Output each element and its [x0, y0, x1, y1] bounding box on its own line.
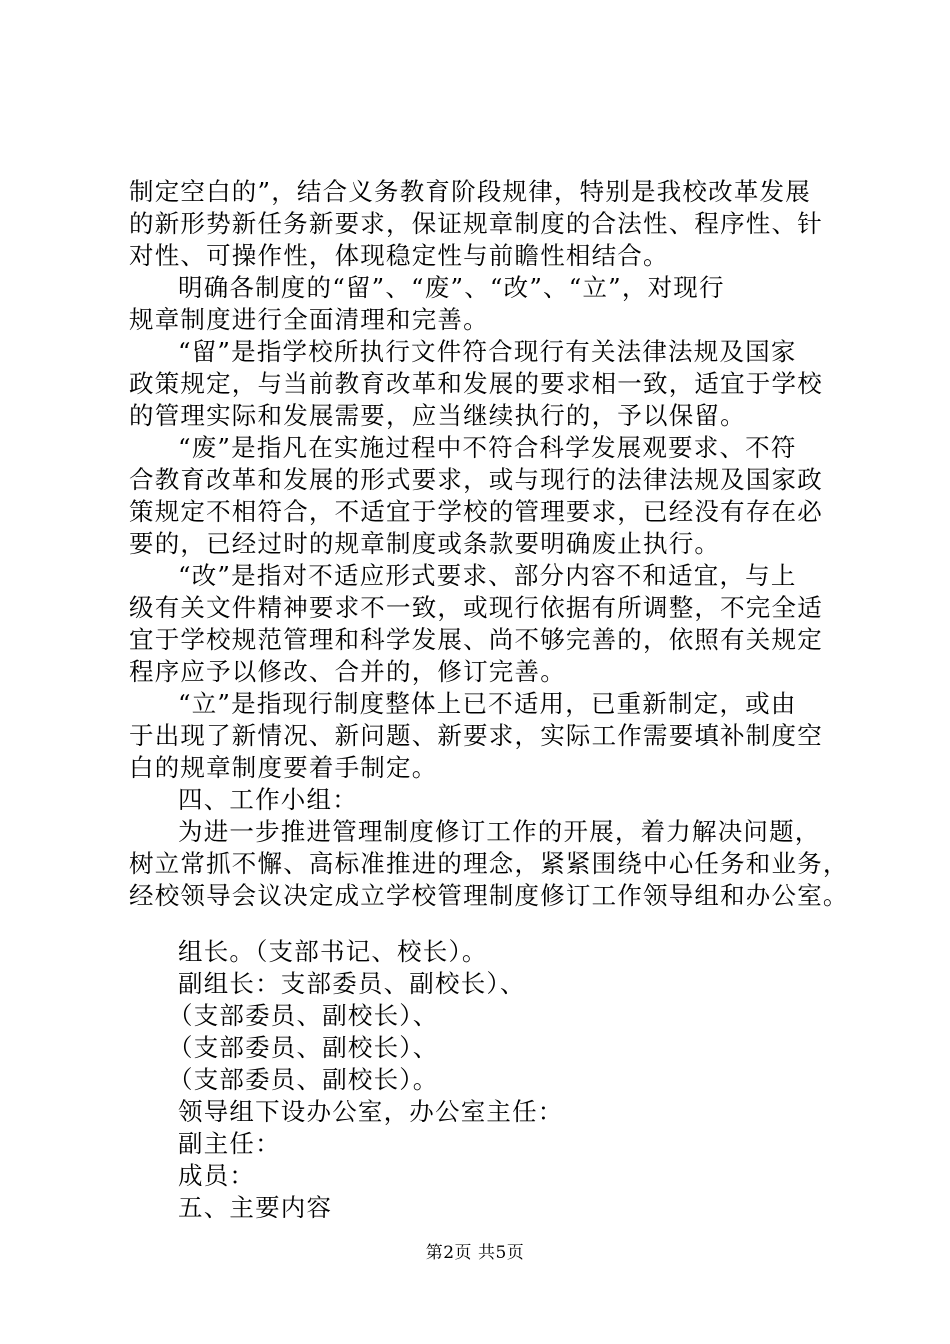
- section-heading: 五、主要内容: [178, 1193, 333, 1222]
- body-text-line: 的新形势新任务新要求，保证规章制度的合法性、程序性、针: [129, 209, 823, 238]
- body-text-line: 规章制度进行全面清理和完善。: [129, 305, 489, 334]
- body-text-line: 宜于学校规范管理和科学发展、尚不够完善的，依照有关规定: [129, 625, 823, 654]
- group-member-line: （支部委员、副校长）、: [168, 1001, 439, 1030]
- body-text-line: 经校领导会议决定成立学校管理制度修订工作领导组和办公室。: [129, 881, 849, 910]
- body-text-line: 于出现了新情况、新问题、新要求，实际工作需要填补制度空: [129, 721, 823, 750]
- body-text-line: 要的，已经过时的规章制度或条款要明确废止执行。: [129, 529, 721, 558]
- group-member-line: 组长。（支部书记、校长）。: [178, 937, 488, 966]
- group-member-line: （支部委员、副校长）、: [168, 1033, 439, 1062]
- group-member-line: 副组长：支部委员、副校长）、: [178, 969, 526, 998]
- body-text-line: 明确各制度的“留”、“废”、“改”、“立”，对现行: [178, 273, 725, 302]
- body-text-line: 合教育改革和发展的形式要求，或与现行的法律法规及国家政: [129, 465, 823, 494]
- page-number-footer: 第2页 共5页: [425, 1243, 525, 1263]
- body-text-line: 的管理实际和发展需要，应当继续执行的，予以保留。: [129, 401, 746, 430]
- body-text-line: “立”是指现行制度整体上已不适用，已重新制定，或由: [178, 689, 797, 718]
- body-text-line: 白的规章制度要着手制定。: [129, 753, 438, 782]
- body-text-line: 树立常抓不懈、高标准推进的理念，紧紧围绕中心任务和业务，: [129, 849, 849, 878]
- body-text-line: 对性、可操作性，体现稳定性与前瞻性相结合。: [129, 241, 669, 270]
- body-text-line: 制定空白的”，结合义务教育阶段规律，特别是我校改革发展: [129, 177, 811, 206]
- body-text-line: “留”是指学校所执行文件符合现行有关法律法规及国家: [178, 337, 797, 366]
- group-member-line: 副主任：: [178, 1129, 281, 1158]
- body-text-line: 政策规定，与当前教育改革和发展的要求相一致，适宜于学校: [129, 369, 823, 398]
- body-text-line: 策规定不相符合，不适宜于学校的管理要求，已经没有存在必: [129, 497, 823, 526]
- group-member-line: 成员：: [178, 1161, 256, 1190]
- body-text-line: 级有关文件精神要求不一致，或现行依据有所调整，不完全适: [129, 593, 823, 622]
- body-text-line: “废”是指凡在实施过程中不符合科学发展观要求、不符: [178, 433, 797, 462]
- body-text-line: “改”是指对不适应形式要求、部分内容不和适宜，与上: [178, 561, 797, 590]
- group-member-line: （支部委员、副校长）。: [168, 1065, 439, 1094]
- body-text-line: 为进一步推进管理制度修订工作的开展，着力解决问题，: [178, 817, 821, 846]
- section-heading: 四、工作小组：: [178, 785, 358, 814]
- group-member-line: 领导组下设办公室，办公室主任：: [178, 1097, 564, 1126]
- body-text-line: 程序应予以修改、合并的，修订完善。: [129, 657, 566, 686]
